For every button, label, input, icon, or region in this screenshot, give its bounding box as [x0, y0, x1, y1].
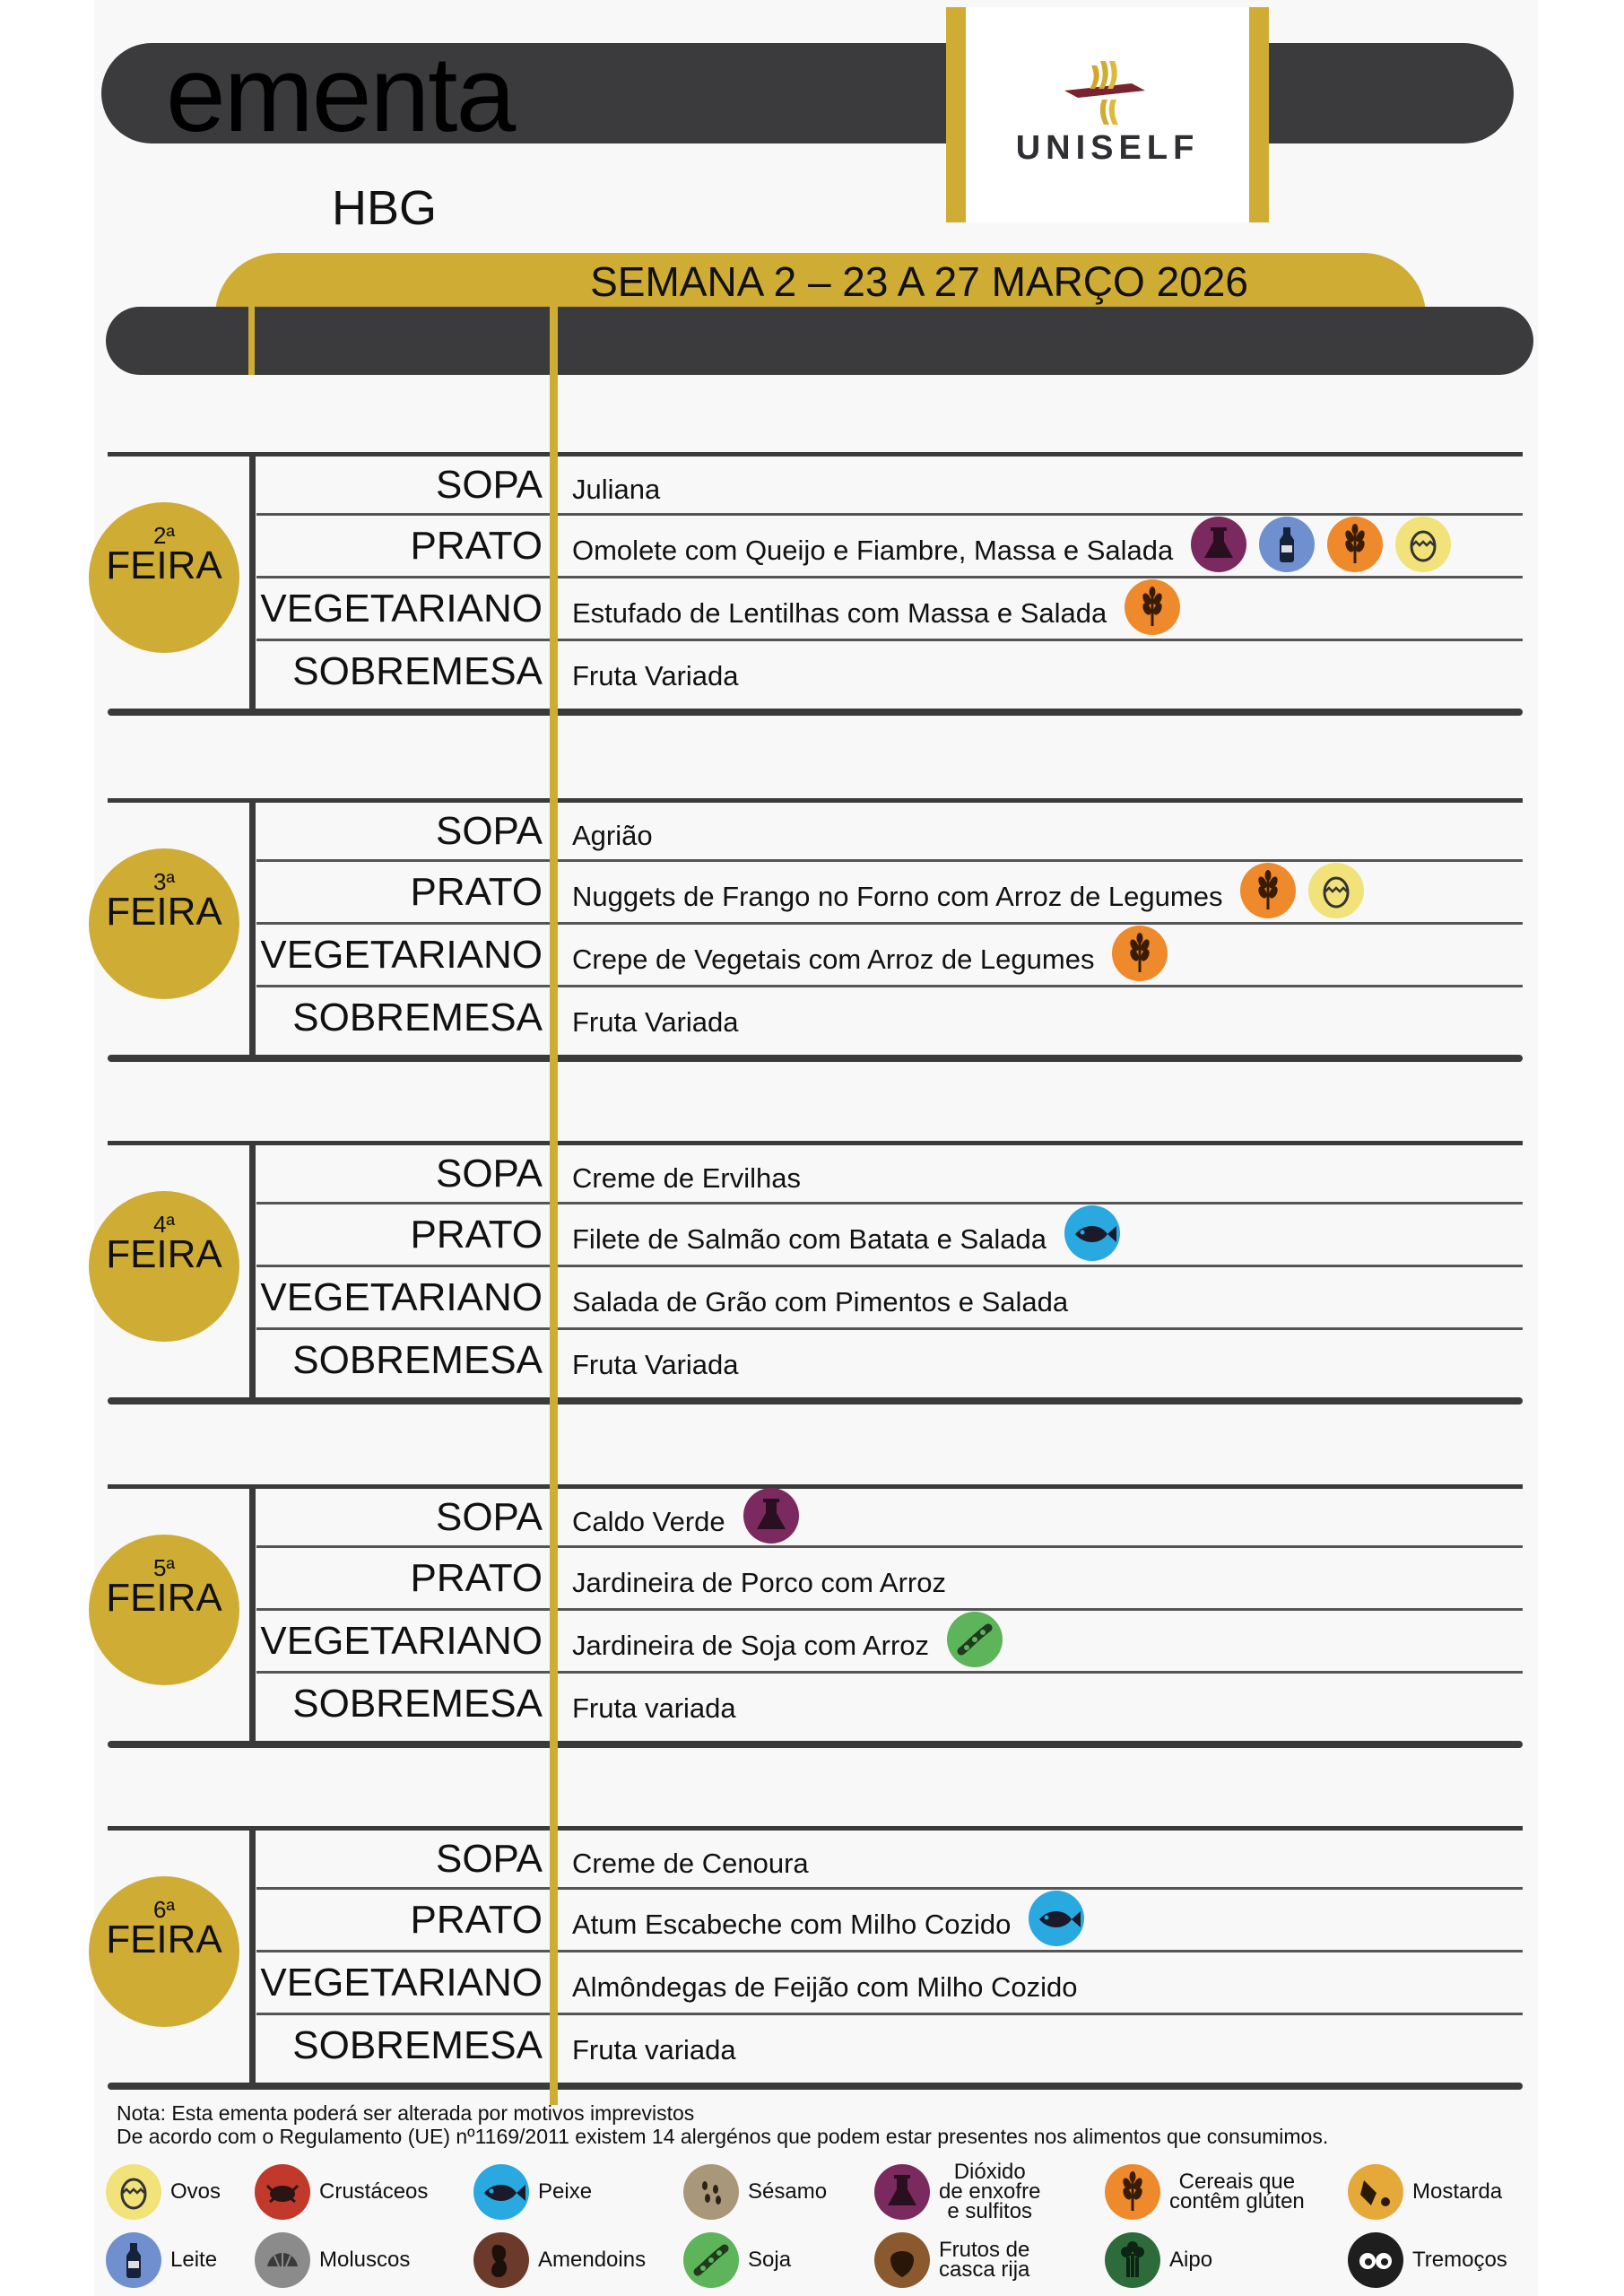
brand-logo	[946, 7, 1269, 222]
dish-name: Crepe de Vegetais com Arroz de Legumes	[572, 944, 1095, 975]
course-label: SOBREMESA	[292, 1682, 543, 1726]
row-rule	[256, 1608, 1523, 1611]
legend-label-line: Leite	[170, 2248, 218, 2272]
legend-label-line: Frutos de	[939, 2238, 1030, 2262]
dish-name: Creme de Cenoura	[572, 1848, 809, 1879]
legend-label-line: Amendoins	[538, 2248, 647, 2272]
course-label: SOPA	[435, 1837, 543, 1881]
day-ordinal: 5ª	[152, 1554, 176, 1581]
day-top-rule	[108, 1826, 1523, 1831]
row-rule	[256, 1671, 1523, 1674]
day-bottom-rule	[108, 1741, 1523, 1748]
peanut-icon	[473, 2232, 529, 2288]
dish-name: Juliana	[572, 474, 661, 505]
day-bottom-rule	[108, 1397, 1523, 1405]
course-label: VEGETARIANO	[260, 587, 543, 631]
row-rule	[256, 639, 1523, 641]
row-rule	[256, 576, 1523, 578]
row-rule	[256, 1545, 1523, 1548]
legend-label	[319, 2250, 410, 2270]
dish-name: Fruta Variada	[572, 1349, 739, 1380]
legend-label	[1412, 2179, 1503, 2204]
dish-name: Fruta variada	[572, 2034, 736, 2066]
legend-label-line: Crustáceos	[319, 2179, 429, 2204]
week-title: SEMANA 2 – 23 A 27 MARÇO 2026	[590, 258, 1248, 305]
fish-icon	[1064, 1205, 1120, 1261]
nut-icon	[874, 2232, 930, 2288]
legend-label-line: Tremoços	[1412, 2248, 1507, 2272]
legend-label	[939, 2240, 1029, 2280]
row-rule	[256, 922, 1523, 925]
row-rule	[256, 1887, 1523, 1890]
legend-label	[748, 2179, 828, 2204]
sesame-icon	[683, 2164, 739, 2220]
legend-label	[538, 2179, 593, 2204]
wheat-icon	[1240, 863, 1296, 918]
egg-icon	[106, 2164, 161, 2220]
day-top-rule	[108, 1484, 1523, 1489]
mustard-icon	[1348, 2164, 1403, 2220]
course-label: VEGETARIANO	[260, 933, 543, 977]
row-rule	[256, 1265, 1523, 1267]
wheat-icon	[1112, 926, 1168, 981]
course-label: SOBREMESA	[292, 649, 543, 693]
legend-label-line: e sulfitos	[947, 2199, 1033, 2223]
row-rule	[256, 1202, 1523, 1205]
row-rule	[256, 859, 1523, 862]
dish-name: Estufado de Lentilhas com Massa e Salada	[572, 597, 1107, 629]
course-label: SOBREMESA	[292, 1338, 543, 1382]
note-line-2: De acordo com o Regulamento (UE) nº1169/2011 existem 14 alergénos que podem estar presentes nos alimentos que consumimos.	[117, 2125, 1329, 2148]
dish-name: Caldo Verde	[572, 1506, 725, 1537]
legend-label-line: contêm glúten	[1169, 2189, 1305, 2213]
course-label: SOPA	[435, 809, 543, 853]
legend-label	[939, 2162, 1040, 2222]
legend-label	[748, 2250, 791, 2270]
course-label: VEGETARIANO	[260, 1961, 543, 2005]
day-ordinal: 6ª	[152, 1896, 176, 1923]
day-name: FEIRA	[106, 1918, 222, 1961]
milk-bottle-icon	[1259, 517, 1315, 572]
uniself-logo-icon	[1046, 57, 1172, 128]
course-label: PRATO	[410, 1898, 543, 1942]
course-label: PRATO	[410, 524, 543, 568]
crab-icon	[255, 2164, 310, 2220]
dish-name: Agrião	[572, 820, 653, 851]
wheat-icon	[1125, 579, 1180, 635]
egg-icon	[1308, 863, 1364, 918]
dish-name: Fruta variada	[572, 1692, 736, 1724]
fish-icon	[1029, 1891, 1084, 1946]
course-label: VEGETARIANO	[260, 1275, 543, 1319]
row-rule	[256, 985, 1523, 987]
legend-label-line: Mostarda	[1412, 2179, 1503, 2204]
page-title: ementa	[166, 34, 515, 154]
egg-icon	[1395, 517, 1451, 572]
wheat-icon	[1327, 517, 1383, 572]
day-name: FEIRA	[106, 1232, 222, 1276]
fish-icon	[473, 2164, 529, 2220]
day-ordinal: 3ª	[152, 868, 176, 895]
dish-name: Fruta Variada	[572, 1006, 739, 1038]
row-rule	[256, 513, 1523, 516]
dish-name: Filete de Salmão com Batata e Salada	[572, 1223, 1047, 1255]
gold-divider-left	[248, 307, 255, 375]
day-top-rule	[108, 1141, 1523, 1145]
day-bottom-rule	[108, 2083, 1523, 2090]
legend-label-line: Ovos	[170, 2179, 221, 2204]
day-bottom-rule	[108, 1055, 1523, 1062]
day-top-rule	[108, 798, 1523, 803]
dish-name: Salada de Grão com Pimentos e Salada	[572, 1286, 1069, 1318]
dish-name: Atum Escabeche com Milho Cozido	[572, 1909, 1012, 1940]
flask-icon	[874, 2164, 930, 2220]
legend-label	[1169, 2172, 1305, 2212]
lupin-icon	[1348, 2232, 1403, 2288]
row-rule	[256, 2013, 1523, 2015]
legend-label-line: Cereais que	[1178, 2170, 1296, 2194]
course-label: SOBREMESA	[292, 2023, 543, 2067]
day-name: FEIRA	[106, 890, 222, 934]
flask-icon	[1191, 517, 1246, 572]
shell-icon	[255, 2232, 310, 2288]
dish-name: Jardineira de Porco com Arroz	[572, 1567, 946, 1598]
day-ordinal: 4ª	[152, 1211, 176, 1238]
legend-label	[170, 2250, 217, 2270]
day-top-rule	[108, 452, 1523, 457]
milk-bottle-icon	[106, 2232, 161, 2288]
legend-label	[1412, 2250, 1507, 2270]
course-label: VEGETARIANO	[260, 1619, 543, 1663]
day-name: FEIRA	[106, 1576, 222, 1620]
gold-divider-column	[550, 307, 558, 2105]
dish-name: Nuggets de Frango no Forno com Arroz de Legumes	[572, 881, 1223, 912]
note-line-1: Nota: Esta ementa poderá ser alterada por motivos imprevistos	[117, 2101, 695, 2125]
wheat-icon	[1105, 2164, 1160, 2220]
course-label: PRATO	[410, 1556, 543, 1600]
row-rule	[256, 1327, 1523, 1330]
celery-icon	[1105, 2232, 1160, 2288]
legend-label-line: de enxofre	[939, 2179, 1041, 2204]
course-label: PRATO	[410, 1213, 543, 1257]
dish-name: Almôndegas de Feijão com Milho Cozido	[572, 1971, 1078, 2003]
day-ordinal: 2ª	[152, 522, 176, 549]
header-band	[106, 307, 1533, 375]
course-label: SOBREMESA	[292, 996, 543, 1039]
legend-label	[1169, 2250, 1212, 2270]
dish-name: Fruta Variada	[572, 660, 739, 691]
flask-icon	[743, 1488, 799, 1544]
legend-label-line: Dióxido	[953, 2160, 1026, 2184]
legend-label-line: casca rija	[939, 2257, 1030, 2282]
unit-name: HBG	[332, 181, 438, 235]
day-bottom-rule	[108, 709, 1523, 716]
legend-label-line: Aipo	[1169, 2248, 1213, 2272]
course-label: PRATO	[410, 870, 543, 914]
row-rule	[256, 1950, 1523, 1952]
legend-label-line: Sésamo	[748, 2179, 828, 2204]
course-label: SOPA	[435, 1495, 543, 1539]
legend-label-line: Moluscos	[319, 2248, 411, 2272]
legend-label-line: Peixe	[538, 2179, 593, 2204]
soy-icon	[683, 2232, 739, 2288]
brand-name: UNISELF	[1015, 129, 1200, 167]
legend-label	[170, 2179, 221, 2204]
dish-name: Jardineira de Soja com Arroz	[572, 1630, 930, 1661]
dish-name: Creme de Ervilhas	[572, 1162, 801, 1194]
course-label: SOPA	[435, 1152, 543, 1196]
soy-icon	[947, 1612, 1003, 1667]
day-name: FEIRA	[106, 544, 222, 587]
dish-name: Omolete com Queijo e Fiambre, Massa e Salada	[572, 535, 1174, 566]
legend-label	[538, 2250, 646, 2270]
legend-label-line: Soja	[748, 2248, 792, 2272]
course-label: SOPA	[435, 463, 543, 507]
legend-label	[319, 2179, 429, 2204]
